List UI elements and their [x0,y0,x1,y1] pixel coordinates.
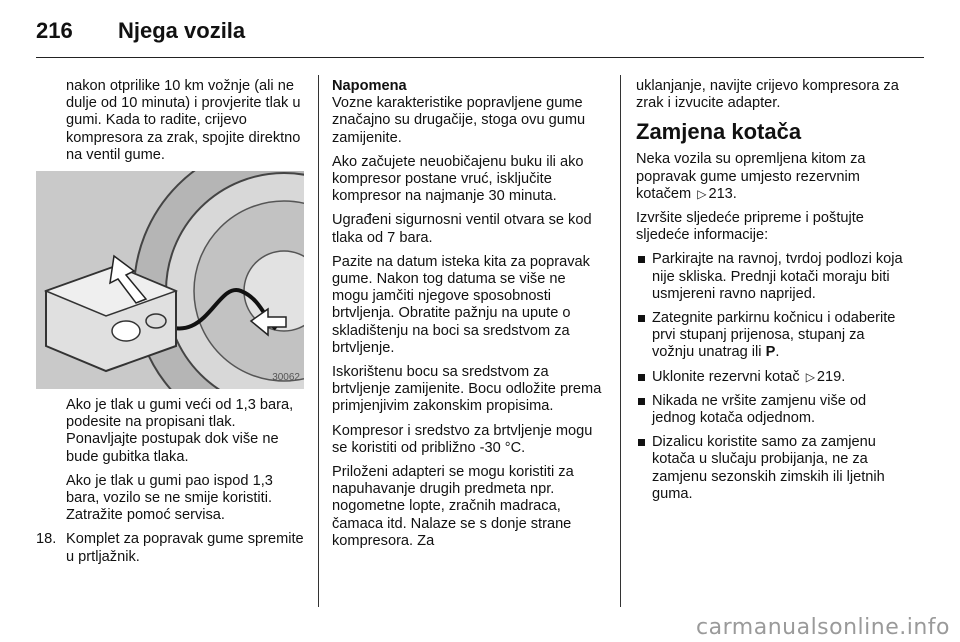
list-item-text: Uklonite rezervni kotač [652,368,800,385]
paragraph: Ugrađeni sigurnosni ventil otvara se kod tlaka od 7 bara. [332,212,592,246]
paragraph: Kompresor i sredstvo za brtvljenje mogu se koristiti od približno -30 °C. [332,422,593,456]
bullet-square-icon [638,315,645,322]
list-item-text: Nikada ne vršite zamjenu više od jednog kotača odjednom. [652,392,867,427]
paragraph: Ako je tlak u gumi pao ispod 1,3 bara, vozilo se ne smije koristiti. Zatražite pomoć servisa. [66,472,273,524]
paragraph: Priloženi adapteri se mogu koristiti za napuhavanje drugih predmeta npr. nogometne lopte, zračnih madraca, čamaca itd. Nalaze se s donje strane kompresora. Za [332,464,574,549]
step-number: 18. [36,531,57,548]
list-item-text: Parkirajte na ravnoj, tvrdoj podlozi koja nije skliska. Prednji kotači moraju biti usmjereni ravno naprijed. [652,251,903,302]
header-divider [36,57,924,58]
list-item [636,251,906,303]
paragraph: Iskorištenu bocu sa sredstvom za brtvljenje zamijenite. Bocu odložite prema primjenjivim zakonskim propisima. [332,364,602,415]
paragraph: Ako začujete neuobičajenu buku ili ako kompresor postane vruć, isključite kompresor na najmanje 30 minuta. [332,153,584,205]
page-reference: 219. [816,368,846,385]
step-text: Komplet za popravak gume spremite u prtljažnik. [66,531,304,565]
bullet-square-icon [638,398,645,405]
paragraph [636,151,906,203]
list-item-text: Dizalicu koristite samo za zamjenu kotača u slučaju probijanja, ne za zamjenu sezonskih zimskih ili ljetnih guma. [652,434,885,502]
paragraph: nakon otprilike 10 km vožnje (ali ne dulje od 10 minuta) i provjerite tlak u gumi. Kada to radite, crijevo kompresora za zrak, spojite direktno na ventil gume. [66,78,301,163]
paragraph: Pazite na datum isteka kita za popravak gume. Nakon tog datuma se više ne mogu jamčiti njegove sposobnosti brtvljenja. Obratite pažnju na upute o skladištenju na boci sa sredstvom za brtvljenje. [332,253,590,356]
bullet-list [636,251,906,503]
list-item [636,434,906,503]
list-item [636,369,906,386]
page-reference: 213. [708,185,737,202]
paragraph: Izvršite sljedeće pripreme i poštujte sljedeće informacije: [636,210,864,244]
list-item-text: Zategnite parkirnu kočnicu i odaberite prvi stupanj prijenosa, stupanj za vožnju unatrag ili [652,310,896,361]
page-reference-icon: ▷ [697,186,707,201]
list-item [636,393,906,427]
note-heading: Napomena [332,78,407,94]
bullet-square-icon [638,439,645,446]
column-2 [332,78,604,557]
column-divider-2 [620,75,621,607]
column-1 [36,78,304,573]
list-item: Zategnite parkirnu kočnicu i odaberite prvi stupanj prijenosa, stupanj za vožnju unatrag ili P. [636,310,906,362]
paragraph: Ako je tlak u gumi veći od 1,3 bara, podesite na propisani tlak. Ponavljajte postupak dok više ne bude gubitka tlaka. [66,397,294,465]
page-number: 216 [36,18,73,43]
watermark: carmanualsonline.info [696,615,950,640]
note-text: Vozne karakteristike popravljene gume značajno su drugačije, stoga ovu gumu zamijenite. [332,95,586,146]
bullet-square-icon [638,256,645,263]
paragraph-text: Neka vozila su opremljena kitom za popravak gume umjesto rezervnim kotačem [636,151,866,202]
page-title: Njega vozila [118,18,246,43]
page-reference-icon: ▷ [805,369,815,384]
illustration-svg [36,171,304,389]
bullet-square-icon [638,374,645,381]
paragraph: uklanjanje, navijte crijevo kompresora za zrak i izvucite adapter. [636,78,899,112]
numbered-step-18 [36,531,304,565]
gear-letter: P [765,344,776,361]
section-title: Zamjena kotača [636,119,802,145]
figure-code: 30062 [272,371,300,383]
column-divider-1 [318,75,319,607]
tyre-compressor-illustration [36,171,304,389]
column-3 [636,78,906,510]
